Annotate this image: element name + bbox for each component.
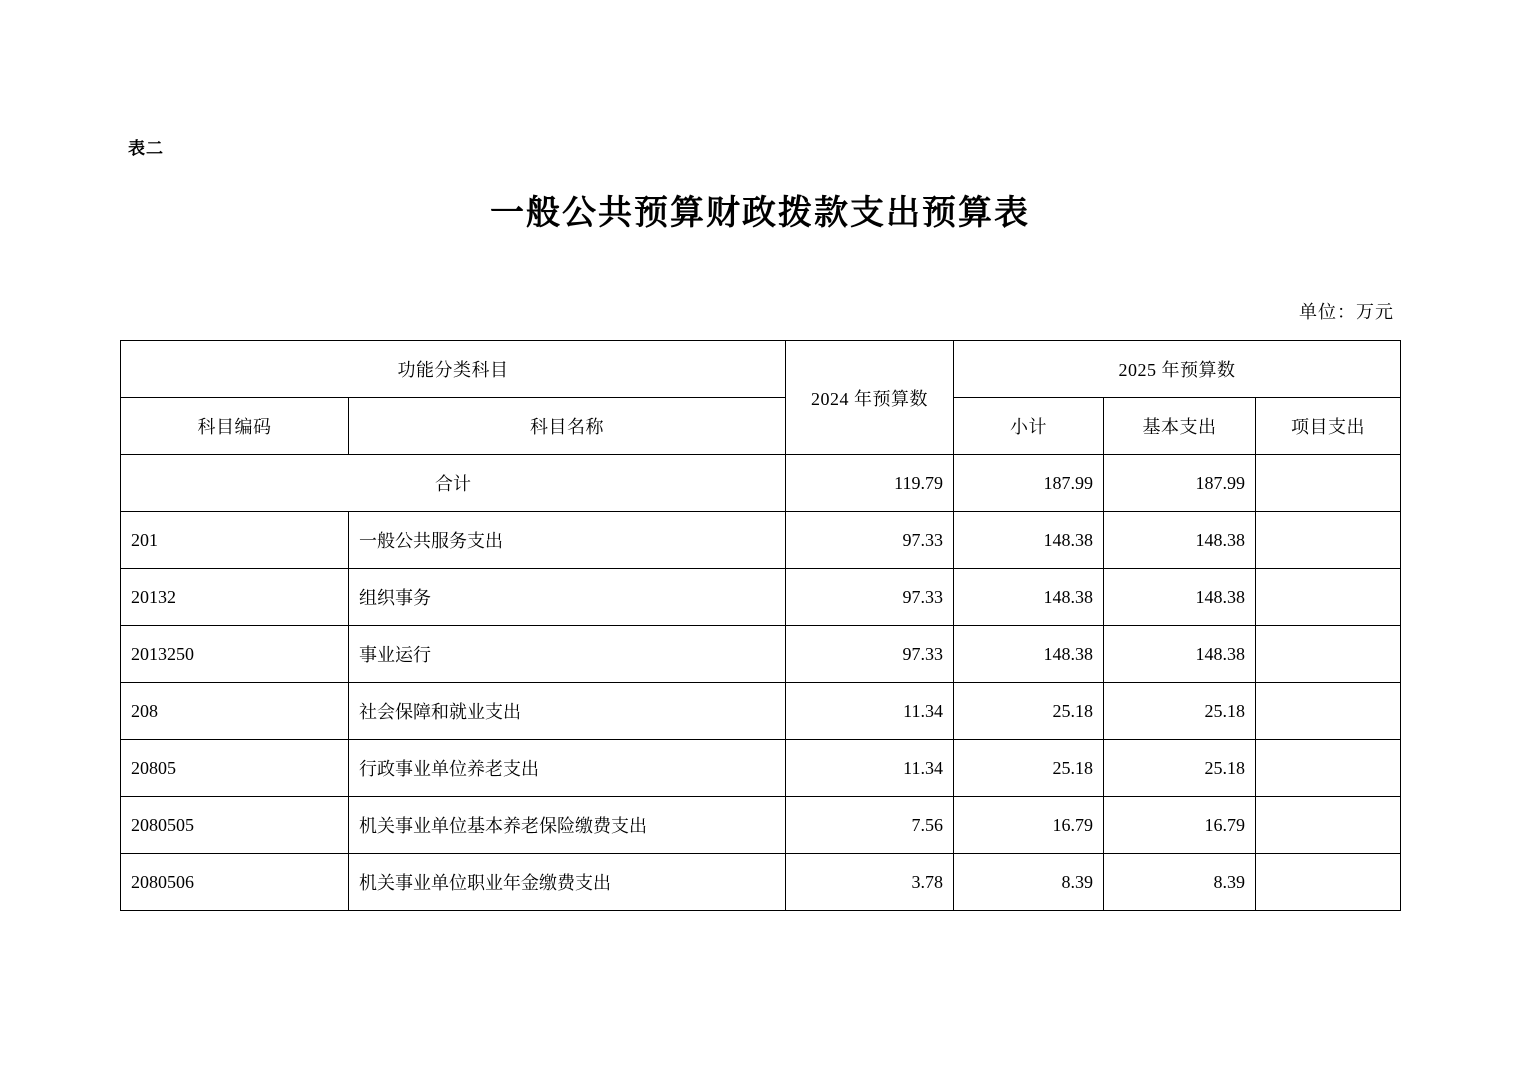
cell-subject-name: 行政事业单位养老支出 xyxy=(349,740,786,797)
cell-project-2025 xyxy=(1256,683,1401,740)
unit-note: 单位：万元 xyxy=(1299,302,1394,322)
cell-subject-name: 一般公共服务支出 xyxy=(349,512,786,569)
cell-subtotal-2025: 8.39 xyxy=(954,854,1104,911)
cell-basic-2025: 8.39 xyxy=(1104,854,1256,911)
cell-subject-name: 机关事业单位基本养老保险缴费支出 xyxy=(349,797,786,854)
cell-budget-2024: 7.56 xyxy=(786,797,954,854)
cell-project-2025 xyxy=(1256,512,1401,569)
header-function-group: 功能分类科目 xyxy=(121,341,786,398)
cell-budget-2024: 97.33 xyxy=(786,569,954,626)
cell-budget-2024: 97.33 xyxy=(786,512,954,569)
page-title: 一般公共预算财政拨款支出预算表 xyxy=(490,195,1030,232)
cell-basic-2025: 16.79 xyxy=(1104,797,1256,854)
cell-project-2025 xyxy=(1256,740,1401,797)
cell-subtotal-2025: 25.18 xyxy=(954,740,1104,797)
cell-subject-code: 2080506 xyxy=(121,854,349,911)
cell-subject-code: 208 xyxy=(121,683,349,740)
cell-budget-2024: 3.78 xyxy=(786,854,954,911)
cell-subtotal-2025: 148.38 xyxy=(954,569,1104,626)
table-row xyxy=(121,626,1401,683)
table-row xyxy=(121,683,1401,740)
cell-project-2025 xyxy=(1256,626,1401,683)
table-row xyxy=(121,569,1401,626)
cell-subject-code: 20805 xyxy=(121,740,349,797)
cell-subject-code: 201 xyxy=(121,512,349,569)
table-row xyxy=(121,854,1401,911)
cell-project-2025 xyxy=(1256,455,1401,512)
table-row xyxy=(121,455,1401,512)
cell-basic-2025: 187.99 xyxy=(1104,455,1256,512)
cell-project-2025 xyxy=(1256,854,1401,911)
cell-subject-code: 2080505 xyxy=(121,797,349,854)
header-row-1 xyxy=(121,341,1401,398)
table-row xyxy=(121,797,1401,854)
cell-subtotal-2025: 25.18 xyxy=(954,683,1104,740)
cell-project-2025 xyxy=(1256,797,1401,854)
budget-table xyxy=(120,340,1401,911)
cell-basic-2025: 148.38 xyxy=(1104,626,1256,683)
cell-subtotal-2025: 16.79 xyxy=(954,797,1104,854)
header-row-2 xyxy=(121,398,1401,455)
cell-budget-2024: 97.33 xyxy=(786,626,954,683)
cell-budget-2024: 11.34 xyxy=(786,740,954,797)
cell-budget-2024: 11.34 xyxy=(786,683,954,740)
table-row xyxy=(121,512,1401,569)
cell-subtotal-2025: 148.38 xyxy=(954,512,1104,569)
header-year-2025: 2025 年预算数 xyxy=(954,341,1401,398)
table-row xyxy=(121,740,1401,797)
header-name: 科目名称 xyxy=(349,398,786,455)
header-code: 科目编码 xyxy=(121,398,349,455)
cell-basic-2025: 25.18 xyxy=(1104,740,1256,797)
cell-subject-code: 20132 xyxy=(121,569,349,626)
cell-basic-2025: 25.18 xyxy=(1104,683,1256,740)
cell-subject-name: 社会保障和就业支出 xyxy=(349,683,786,740)
cell-basic-2025: 148.38 xyxy=(1104,512,1256,569)
cell-subject-code: 2013250 xyxy=(121,626,349,683)
header-basic-expenditure: 基本支出 xyxy=(1104,398,1256,455)
cell-subtotal-2025: 187.99 xyxy=(954,455,1104,512)
table-body xyxy=(121,455,1401,911)
cell-subject-name: 组织事务 xyxy=(349,569,786,626)
form-label: 表二 xyxy=(128,139,164,158)
header-year-2024: 2024 年预算数 xyxy=(786,341,954,455)
header-project-expenditure: 项目支出 xyxy=(1256,398,1401,455)
cell-subtotal-2025: 148.38 xyxy=(954,626,1104,683)
cell-subject-name: 事业运行 xyxy=(349,626,786,683)
cell-budget-2024: 119.79 xyxy=(786,455,954,512)
cell-total-label: 合计 xyxy=(121,455,786,512)
cell-project-2025 xyxy=(1256,569,1401,626)
cell-basic-2025: 148.38 xyxy=(1104,569,1256,626)
header-subtotal: 小计 xyxy=(954,398,1104,455)
table-header xyxy=(121,341,1401,455)
cell-subject-name: 机关事业单位职业年金缴费支出 xyxy=(349,854,786,911)
